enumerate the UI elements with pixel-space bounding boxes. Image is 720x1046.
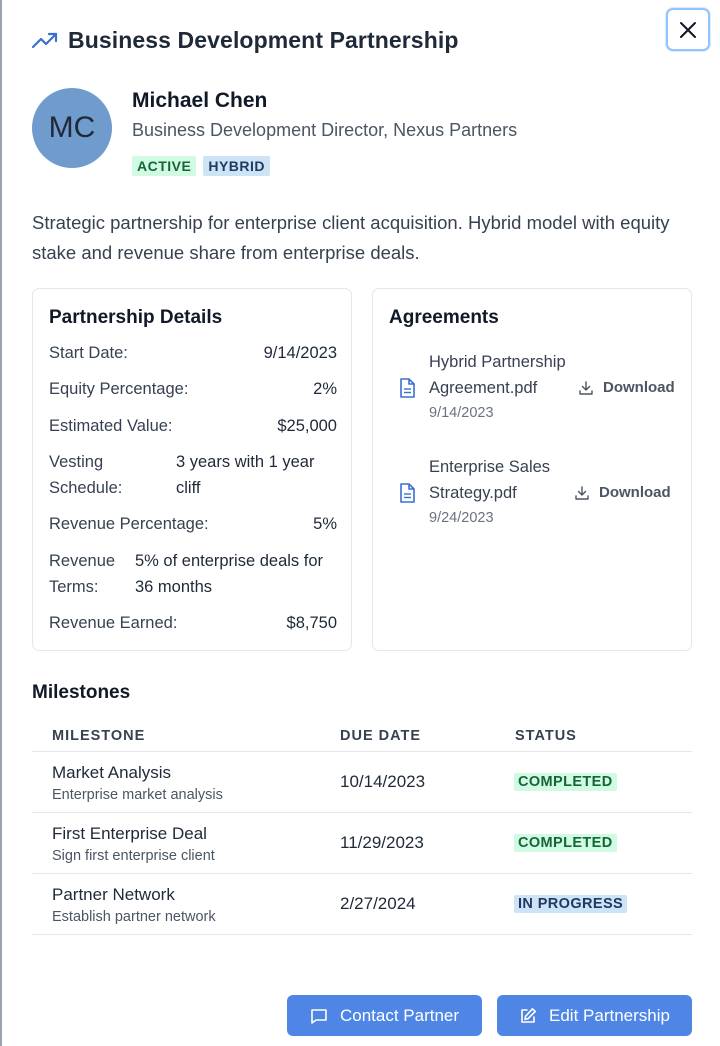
detail-value: 5% xyxy=(313,515,337,533)
table-row xyxy=(32,874,692,935)
download-label: Download xyxy=(603,379,675,396)
column-header-due-date: DUE DATE xyxy=(340,728,422,744)
edit-partnership-label: Edit Partnership xyxy=(549,1005,670,1025)
avatar: MC xyxy=(32,88,112,168)
status-badge: COMPLETED xyxy=(514,834,617,852)
agreement-file xyxy=(399,349,679,429)
download-button[interactable] xyxy=(579,379,675,396)
status-badge-active: ACTIVE xyxy=(132,156,196,176)
file-name[interactable]: Hybrid Partnership Agreement.pdf xyxy=(429,353,566,397)
partner-role: Business Development Director, Nexus Partners xyxy=(132,120,518,140)
table-row xyxy=(32,752,692,813)
details-title: Partnership Details xyxy=(49,307,223,328)
status-badge: IN PROGRESS xyxy=(514,895,627,913)
milestone-description: Establish partner network xyxy=(52,909,216,925)
detail-label: Vesting Schedule: xyxy=(49,453,123,497)
download-button[interactable] xyxy=(575,484,671,501)
milestone-name: Market Analysis xyxy=(52,763,172,782)
milestone-due-date: 2/27/2024 xyxy=(340,894,416,913)
detail-value: 3 years with 1 year cliff xyxy=(176,453,315,497)
partnership-details-card xyxy=(32,288,352,651)
modal-header xyxy=(32,24,458,56)
edit-partnership-button[interactable] xyxy=(497,995,692,1036)
download-label: Download xyxy=(599,484,671,501)
detail-label: Estimated Value: xyxy=(49,417,173,435)
detail-label: Revenue Earned: xyxy=(49,614,178,632)
partner-name: Michael Chen xyxy=(132,89,268,112)
detail-row-revenue-terms xyxy=(49,548,337,600)
detail-value: 9/14/2023 xyxy=(263,344,337,362)
status-badge: COMPLETED xyxy=(514,773,617,791)
partnership-description: Strategic partnership for enterprise client acquisition. Hybrid model with equity stake and revenue share from enterprise deals. xyxy=(32,212,670,263)
trending-up-icon xyxy=(32,30,58,50)
contact-partner-button[interactable] xyxy=(287,995,482,1036)
column-header-milestone: MILESTONE xyxy=(52,728,146,744)
type-badge-hybrid: HYBRID xyxy=(203,156,270,176)
milestones-table xyxy=(32,720,692,935)
column-header-status: STATUS xyxy=(515,728,577,744)
detail-value: 5% of enterprise deals for 36 months xyxy=(135,552,324,596)
download-icon xyxy=(579,381,593,395)
detail-value: 2% xyxy=(313,380,337,398)
table-header xyxy=(32,720,692,752)
detail-label: Equity Percentage: xyxy=(49,380,189,398)
milestone-description: Enterprise market analysis xyxy=(52,787,223,803)
download-icon xyxy=(575,486,589,500)
agreements-card xyxy=(372,288,692,651)
modal-title: Business Development Partnership xyxy=(68,26,459,53)
detail-value: $8,750 xyxy=(286,614,337,632)
agreements-title: Agreements xyxy=(389,307,499,328)
document-icon xyxy=(399,378,415,398)
milestone-description: Sign first enterprise client xyxy=(52,848,215,864)
close-button[interactable] xyxy=(666,8,710,51)
milestone-due-date: 10/14/2023 xyxy=(340,772,426,791)
milestone-due-date: 11/29/2023 xyxy=(340,833,424,852)
agreement-file xyxy=(399,454,679,534)
status-badges xyxy=(132,156,270,176)
milestone-name: First Enterprise Deal xyxy=(52,824,207,843)
file-name[interactable]: Enterprise Sales Strategy.pdf xyxy=(429,458,551,502)
milestone-name: Partner Network xyxy=(52,885,175,904)
milestones-title: Milestones xyxy=(32,682,131,703)
detail-label: Revenue Percentage: xyxy=(49,515,209,533)
detail-label: Revenue Terms: xyxy=(49,552,116,596)
message-icon xyxy=(310,1007,328,1025)
file-date: 9/14/2023 xyxy=(429,405,494,421)
contact-partner-label: Contact Partner xyxy=(339,1005,460,1025)
file-date: 9/24/2023 xyxy=(429,510,494,526)
detail-row-vesting xyxy=(49,449,337,501)
detail-label: Start Date: xyxy=(49,344,128,362)
edit-icon xyxy=(519,1007,537,1025)
close-icon xyxy=(679,21,697,39)
table-row xyxy=(32,813,692,874)
document-icon xyxy=(399,483,415,503)
detail-value: $25,000 xyxy=(277,417,337,435)
partnership-modal xyxy=(2,0,720,1046)
